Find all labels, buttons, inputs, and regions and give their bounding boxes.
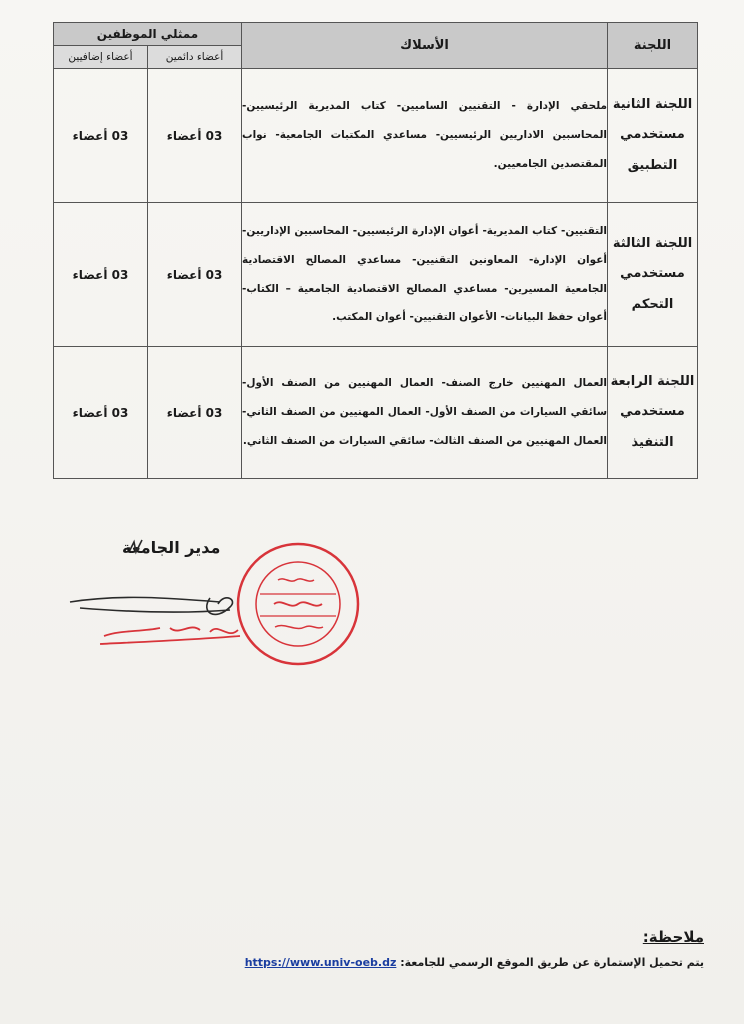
- header-permanent: أعضاء دائمين: [148, 46, 242, 69]
- table-row: [54, 347, 698, 479]
- signature-and-stamp: [60, 532, 380, 682]
- university-website-link[interactable]: https://www.univ-oeb.dz: [244, 956, 397, 969]
- university-stamp-icon: [238, 544, 358, 664]
- header-committee: اللجنة: [608, 23, 698, 69]
- additional-members-cell: 03 أعضاء: [54, 347, 148, 479]
- director-title: مدير الجامعة: [122, 538, 221, 557]
- note-title: ملاحظة:: [642, 928, 704, 946]
- note-description: يتم تحميل الإستمارة عن طريق الموقع الرسمي للجامعة:: [400, 956, 704, 969]
- additional-members-cell: 03 أعضاء: [54, 69, 148, 203]
- corps-cell: ملحقي الإدارة - التقنيين الساميين- كتاب المديرية الرئيسيين- المحاسبين الاداريين الرئيسيين- مساعدي المكتبات الجامعية- نواب المقتصدين الجامعيين.: [242, 69, 608, 203]
- table-row: [54, 203, 698, 347]
- committee-cell: اللجنة الثالثة مستخدمي التحكم: [608, 203, 698, 347]
- committee-cell: اللجنة الثانية مستخدمي التطبيق: [608, 69, 698, 203]
- permanent-members-cell: 03 أعضاء: [148, 347, 242, 479]
- corps-cell: العمال المهنيين خارج الصنف- العمال المهنيين من الصنف الأول- سائقي السيارات من الصنف الأول- العمال المهنيين من الصنف الثاني- العمال المهنيين من الصنف الثالث- سائقي السيارات من الصنف الثاني.: [242, 347, 608, 479]
- permanent-members-cell: 03 أعضاء: [148, 203, 242, 347]
- table-row: [54, 69, 698, 203]
- header-representatives: ممثلي الموظفين: [54, 23, 242, 46]
- committee-cell: اللجنة الرابعة مستخدمي التنفيذ: [608, 347, 698, 479]
- red-name-ink-icon: [100, 627, 240, 644]
- note-text: [245, 956, 704, 969]
- corps-cell: التقنيين- كتاب المديرية- أعوان الإدارة الرئيسيين- المحاسبين الإداريين- أعوان الإدارة- المعاونين التقنيين- مساعدي المصالح الاقتصادية الجامعية المسيرين- مساعدي المصالح الاقتصادية الجامعية – الكتاب- أعوان حفظ البيانات- الأعوان التقنيين- أعوان المكتب.: [242, 203, 608, 347]
- additional-members-cell: 03 أعضاء: [54, 203, 148, 347]
- committees-table: [53, 22, 698, 479]
- handwritten-signature-icon: [70, 540, 233, 614]
- permanent-members-cell: 03 أعضاء: [148, 69, 242, 203]
- header-corps: الأسلاك: [242, 23, 608, 69]
- header-additional: أعضاء إضافيين: [54, 46, 148, 69]
